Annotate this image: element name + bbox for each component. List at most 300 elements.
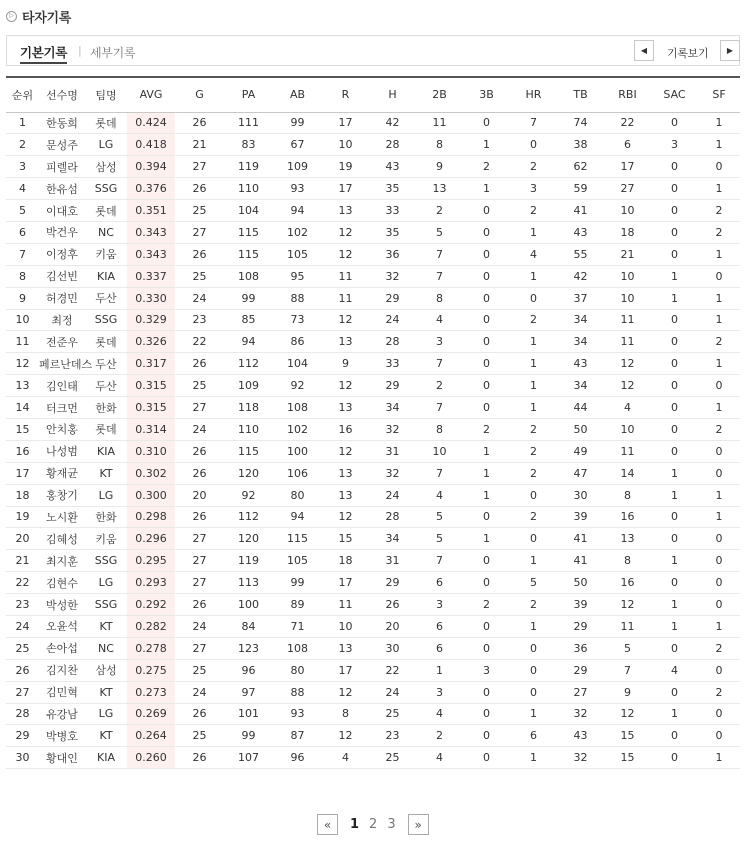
table-cell: 18 (604, 221, 651, 243)
table-cell: 10 (604, 200, 651, 222)
table-cell: 한화 (85, 397, 127, 419)
table-cell: 7 (416, 550, 463, 572)
table-row (6, 594, 740, 616)
table-cell: 터크먼 (39, 397, 85, 419)
column-header[interactable]: R (322, 77, 369, 112)
table-cell: 1 (463, 484, 510, 506)
page-2-link[interactable]: 2 (369, 817, 378, 832)
table-cell: 1 (698, 134, 740, 156)
table-cell: 23 (175, 309, 224, 331)
column-header[interactable]: SAC (651, 77, 698, 112)
table-cell: 0 (698, 572, 740, 594)
table-cell: NC (85, 637, 127, 659)
table-cell: 0 (651, 506, 698, 528)
table-cell: KT (85, 462, 127, 484)
table-cell: 1 (698, 747, 740, 769)
table-cell: 55 (557, 243, 604, 265)
table-cell: 4 (416, 484, 463, 506)
table-cell: 김선빈 (39, 265, 85, 287)
table-cell: 롯데 (85, 200, 127, 222)
table-cell: 39 (557, 506, 604, 528)
table-cell: 113 (224, 572, 273, 594)
table-cell: 김혜성 (39, 528, 85, 550)
table-cell: 10 (322, 134, 369, 156)
column-header[interactable]: TB (557, 77, 604, 112)
table-row (6, 112, 740, 134)
table-cell: 0 (463, 747, 510, 769)
table-cell: 2 (510, 594, 557, 616)
table-cell: 0.310 (127, 440, 175, 462)
table-cell: 88 (273, 681, 322, 703)
table-cell: 7 (510, 112, 557, 134)
table-cell: 박성한 (39, 594, 85, 616)
table-cell: 1 (651, 265, 698, 287)
table-cell: 15 (604, 725, 651, 747)
table-cell: 13 (322, 462, 369, 484)
tab-separator: | (78, 44, 82, 57)
table-row (6, 309, 740, 331)
table-cell: 0.424 (127, 112, 175, 134)
table-cell: 0 (651, 418, 698, 440)
table-cell: 1 (510, 353, 557, 375)
table-cell: 0 (651, 221, 698, 243)
table-cell: 1 (651, 615, 698, 637)
next-arrow-icon[interactable]: ▶ (720, 40, 740, 61)
table-cell: 28 (369, 331, 416, 353)
table-cell: 0 (463, 681, 510, 703)
table-cell: 25 (175, 200, 224, 222)
table-cell: 9 (322, 353, 369, 375)
table-cell: 29 (369, 375, 416, 397)
tab-detail-record[interactable]: 세부기록 (90, 46, 136, 60)
table-cell: 1 (510, 375, 557, 397)
table-cell: 3 (416, 594, 463, 616)
column-header[interactable]: HR (510, 77, 557, 112)
table-cell: 4 (416, 747, 463, 769)
table-cell: 11 (604, 331, 651, 353)
first-page-icon[interactable]: « (317, 814, 338, 835)
table-cell: 12 (322, 725, 369, 747)
table-cell: 1 (510, 747, 557, 769)
table-cell: 120 (224, 528, 273, 550)
table-cell: 24 (369, 309, 416, 331)
table-cell: 황재균 (39, 462, 85, 484)
table-cell: 99 (273, 572, 322, 594)
table-cell: 14 (604, 462, 651, 484)
table-cell: NC (85, 221, 127, 243)
table-cell: 2 (416, 725, 463, 747)
table-cell: 11 (416, 112, 463, 134)
table-cell: 2 (510, 440, 557, 462)
table-cell: 92 (273, 375, 322, 397)
table-cell: 0 (463, 506, 510, 528)
prev-arrow-icon[interactable]: ◀ (634, 40, 654, 61)
table-cell: 8 (416, 418, 463, 440)
table-row (6, 397, 740, 419)
table-row (6, 134, 740, 156)
table-cell: 0 (698, 594, 740, 616)
table-cell: 89 (273, 594, 322, 616)
table-cell: 박건우 (39, 221, 85, 243)
table-cell: 김민혁 (39, 681, 85, 703)
table-cell: 1 (510, 331, 557, 353)
table-cell: 26 (175, 353, 224, 375)
table-cell: 119 (224, 156, 273, 178)
table-cell: 110 (224, 178, 273, 200)
table-cell: 0.296 (127, 528, 175, 550)
table-cell: 4 (416, 309, 463, 331)
table-cell: 1 (463, 134, 510, 156)
table-cell: 11 (6, 331, 39, 353)
table-cell: 10 (604, 418, 651, 440)
table-cell: LG (85, 484, 127, 506)
table-cell: 1 (510, 550, 557, 572)
table-cell: 7 (604, 659, 651, 681)
table-cell: 0.293 (127, 572, 175, 594)
table-cell: 15 (604, 747, 651, 769)
table-cell: 0 (651, 112, 698, 134)
table-cell: 두산 (85, 353, 127, 375)
table-row (6, 353, 740, 375)
table-cell: SSG (85, 178, 127, 200)
table-cell: 4 (651, 659, 698, 681)
table-cell: 99 (224, 287, 273, 309)
table-cell: 1 (698, 287, 740, 309)
table-cell: 2 (698, 681, 740, 703)
table-cell: 1 (416, 659, 463, 681)
table-cell: 26 (369, 594, 416, 616)
table-cell: 43 (557, 725, 604, 747)
table-cell: 유강남 (39, 703, 85, 725)
table-cell: 2 (510, 156, 557, 178)
table-cell: 5 (416, 528, 463, 550)
view-record-label: 기록보기 (667, 47, 709, 60)
table-cell: 8 (604, 484, 651, 506)
table-cell: 80 (273, 659, 322, 681)
table-cell: 2 (698, 221, 740, 243)
table-cell: 4 (6, 178, 39, 200)
table-cell: 2 (510, 462, 557, 484)
table-cell: 95 (273, 265, 322, 287)
table-cell: 22 (6, 572, 39, 594)
table-cell: 13 (416, 178, 463, 200)
table-cell: 13 (322, 484, 369, 506)
table-cell: 22 (369, 659, 416, 681)
table-cell: 1 (698, 397, 740, 419)
table-cell: 0.260 (127, 747, 175, 769)
table-cell: SSG (85, 594, 127, 616)
column-header[interactable]: AVG (127, 77, 175, 112)
table-cell: 16 (604, 506, 651, 528)
table-cell: KIA (85, 747, 127, 769)
table-cell: 2 (510, 418, 557, 440)
table-row (6, 725, 740, 747)
table-cell: 44 (557, 397, 604, 419)
table-header-row (6, 77, 740, 112)
table-cell: 0 (510, 681, 557, 703)
table-cell: 8 (416, 134, 463, 156)
table-cell: 88 (273, 287, 322, 309)
table-cell: 25 (369, 703, 416, 725)
table-cell: 2 (510, 506, 557, 528)
table-cell: 2 (510, 309, 557, 331)
table-cell: 20 (175, 484, 224, 506)
table-cell: 33 (369, 200, 416, 222)
table-cell: 15 (322, 528, 369, 550)
table-cell: 43 (369, 156, 416, 178)
table-body (6, 112, 740, 769)
table-cell: 13 (604, 528, 651, 550)
table-cell: 0.343 (127, 221, 175, 243)
play-circle-icon: ▷ (6, 11, 17, 22)
pagination (317, 814, 429, 835)
table-cell: 25 (175, 659, 224, 681)
table-row (6, 615, 740, 637)
table-row (6, 243, 740, 265)
table-cell: 26 (6, 659, 39, 681)
table-cell: 3 (651, 134, 698, 156)
table-cell: 0 (463, 331, 510, 353)
table-cell: 25 (369, 747, 416, 769)
table-cell: 108 (273, 637, 322, 659)
table-cell: 1 (698, 309, 740, 331)
section-title: 타자기록 (22, 10, 72, 26)
table-cell: 1 (698, 112, 740, 134)
table-cell: 115 (224, 440, 273, 462)
table-cell: 27 (6, 681, 39, 703)
table-cell: 49 (557, 440, 604, 462)
table-cell: 34 (557, 375, 604, 397)
table-cell: LG (85, 134, 127, 156)
table-cell: 0 (463, 703, 510, 725)
table-cell: 키움 (85, 243, 127, 265)
table-cell: 0.298 (127, 506, 175, 528)
table-cell: 62 (557, 156, 604, 178)
table-cell: 8 (322, 703, 369, 725)
table-row (6, 287, 740, 309)
table-cell: 0.376 (127, 178, 175, 200)
table-cell: 롯데 (85, 112, 127, 134)
table-cell: 0 (463, 615, 510, 637)
table-cell: 26 (175, 594, 224, 616)
table-cell: 26 (175, 440, 224, 462)
table-row (6, 681, 740, 703)
table-cell: 3 (6, 156, 39, 178)
table-cell: 120 (224, 462, 273, 484)
table-cell: 115 (224, 243, 273, 265)
table-cell: 12 (322, 221, 369, 243)
table-cell: 12 (604, 703, 651, 725)
table-cell: 10 (322, 615, 369, 637)
table-cell: 101 (224, 703, 273, 725)
table-cell: 0.394 (127, 156, 175, 178)
table-cell: 24 (369, 484, 416, 506)
table-cell: 0 (510, 287, 557, 309)
table-cell: 2 (698, 637, 740, 659)
table-cell: 10 (604, 265, 651, 287)
table-cell: 1 (698, 484, 740, 506)
table-cell: 12 (322, 681, 369, 703)
table-cell: 0 (698, 703, 740, 725)
table-cell: 12 (604, 353, 651, 375)
column-header[interactable]: 2B (416, 77, 463, 112)
table-cell: KT (85, 615, 127, 637)
table-cell: 109 (273, 156, 322, 178)
table-cell: 94 (273, 506, 322, 528)
table-cell: 36 (369, 243, 416, 265)
table-cell: 85 (224, 309, 273, 331)
table-cell: 13 (322, 331, 369, 353)
table-cell: 피렐라 (39, 156, 85, 178)
page-3-link[interactable]: 3 (387, 817, 396, 832)
table-cell: 38 (557, 134, 604, 156)
table-cell: 0.264 (127, 725, 175, 747)
table-cell: 97 (224, 681, 273, 703)
tab-basic-record[interactable]: 기본기록 (20, 43, 67, 64)
table-cell: 0 (698, 440, 740, 462)
table-row (6, 506, 740, 528)
column-header[interactable]: 팀명 (85, 77, 127, 112)
table-cell: 14 (6, 397, 39, 419)
table-cell: 41 (557, 528, 604, 550)
column-header[interactable]: AB (273, 77, 322, 112)
table-cell: 11 (604, 615, 651, 637)
table-cell: 1 (463, 462, 510, 484)
table-cell: 16 (604, 572, 651, 594)
table-row (6, 375, 740, 397)
table-cell: KT (85, 725, 127, 747)
table-cell: 115 (224, 221, 273, 243)
table-row (6, 331, 740, 353)
table-cell: 0 (463, 397, 510, 419)
last-page-icon[interactable]: » (408, 814, 429, 835)
table-cell: 12 (322, 309, 369, 331)
table-cell: 0 (651, 747, 698, 769)
column-header[interactable]: 순위 (6, 77, 39, 112)
table-cell: 96 (224, 659, 273, 681)
column-header[interactable]: G (175, 77, 224, 112)
column-header[interactable]: H (369, 77, 416, 112)
table-cell: 26 (175, 747, 224, 769)
table-cell: 30 (557, 484, 604, 506)
record-tab-bar (6, 35, 740, 66)
table-cell: 32 (369, 418, 416, 440)
table-cell: 29 (6, 725, 39, 747)
table-row (6, 637, 740, 659)
column-header[interactable]: 선수명 (39, 77, 85, 112)
table-cell: 29 (369, 572, 416, 594)
table-cell: 67 (273, 134, 322, 156)
table-cell: 0 (698, 528, 740, 550)
table-cell: 6 (510, 725, 557, 747)
table-cell: 노시환 (39, 506, 85, 528)
table-cell: 108 (273, 397, 322, 419)
column-header[interactable]: RBI (604, 77, 651, 112)
table-cell: 27 (604, 178, 651, 200)
table-cell: 0 (463, 637, 510, 659)
table-cell: 28 (369, 134, 416, 156)
table-cell: 0.418 (127, 134, 175, 156)
table-cell: 25 (6, 637, 39, 659)
table-cell: 이대호 (39, 200, 85, 222)
table-cell: 107 (224, 747, 273, 769)
table-row (6, 659, 740, 681)
table-cell: 7 (416, 265, 463, 287)
column-header[interactable]: 3B (463, 77, 510, 112)
table-cell: 84 (224, 615, 273, 637)
table-cell: 37 (557, 287, 604, 309)
table-cell: 28 (6, 703, 39, 725)
table-cell: 29 (369, 287, 416, 309)
column-header[interactable]: SF (698, 77, 740, 112)
table-cell: 32 (557, 747, 604, 769)
table-cell: 0 (651, 178, 698, 200)
table-cell: 31 (369, 440, 416, 462)
table-cell: 17 (322, 572, 369, 594)
table-cell: 8 (416, 287, 463, 309)
table-cell: 0 (651, 200, 698, 222)
table-cell: 80 (273, 484, 322, 506)
table-cell: 10 (604, 287, 651, 309)
table-cell: 한동희 (39, 112, 85, 134)
table-cell: 0 (463, 309, 510, 331)
batting-stats-table (6, 76, 740, 769)
table-cell: 0.330 (127, 287, 175, 309)
table-cell: 허경민 (39, 287, 85, 309)
table-cell: 0 (651, 397, 698, 419)
table-cell: 문성주 (39, 134, 85, 156)
table-cell: 43 (557, 221, 604, 243)
table-cell: 12 (322, 506, 369, 528)
table-cell: 108 (224, 265, 273, 287)
table-cell: 30 (6, 747, 39, 769)
table-cell: 0 (698, 550, 740, 572)
table-cell: 11 (322, 265, 369, 287)
table-cell: 두산 (85, 375, 127, 397)
table-cell: 24 (175, 287, 224, 309)
column-header[interactable]: PA (224, 77, 273, 112)
table-cell: 2 (463, 594, 510, 616)
table-cell: 1 (651, 594, 698, 616)
table-cell: 24 (175, 418, 224, 440)
table-cell: 12 (6, 353, 39, 375)
table-cell: SSG (85, 309, 127, 331)
table-cell: 2 (510, 200, 557, 222)
table-cell: 0.278 (127, 637, 175, 659)
table-cell: 홍창기 (39, 484, 85, 506)
table-cell: 0 (651, 528, 698, 550)
table-cell: 43 (557, 353, 604, 375)
table-cell: 최지훈 (39, 550, 85, 572)
table-cell: 0 (698, 265, 740, 287)
table-cell: 28 (369, 506, 416, 528)
table-row (6, 572, 740, 594)
table-cell: 10 (6, 309, 39, 331)
table-cell: 2 (463, 156, 510, 178)
table-cell: 47 (557, 462, 604, 484)
table-cell: 99 (224, 725, 273, 747)
table-cell: 0 (651, 331, 698, 353)
table-cell: 13 (322, 637, 369, 659)
table-cell: 17 (322, 659, 369, 681)
table-cell: 22 (175, 331, 224, 353)
table-cell: 0 (651, 725, 698, 747)
table-cell: 0 (651, 156, 698, 178)
table-cell: 119 (224, 550, 273, 572)
page-1-link[interactable]: 1 (350, 817, 360, 832)
table-cell: 87 (273, 725, 322, 747)
table-cell: 1 (698, 243, 740, 265)
